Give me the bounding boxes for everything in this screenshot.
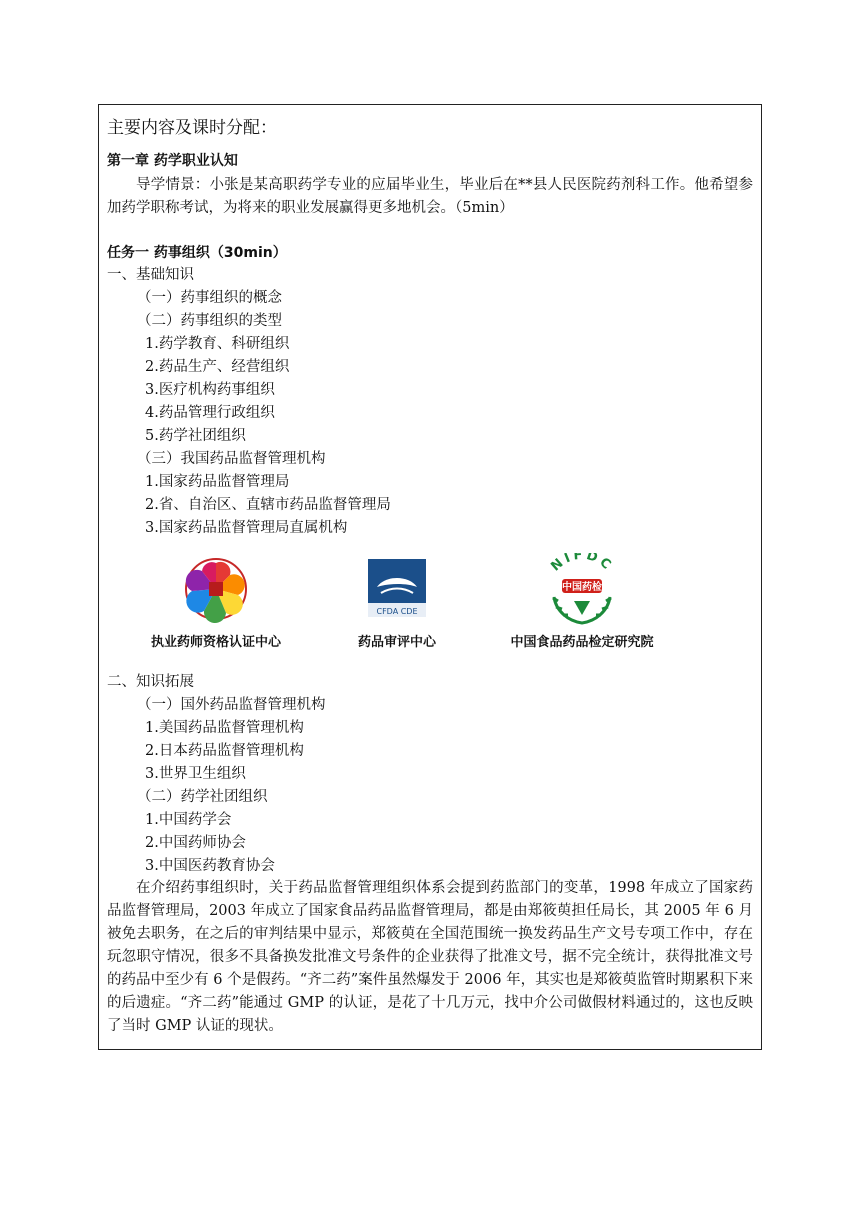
list-item: （三）我国药品监督管理机构 [137,451,326,467]
list-item: 1.药学教育、科研组织 [145,336,290,352]
section-title: 主要内容及课时分配： [107,118,277,138]
list-item: 2.中国药师协会 [145,835,246,851]
list-item: 3.医疗机构药事组织 [145,382,275,398]
pharmacist-emblem-icon [161,553,271,625]
list-item: 3.世界卫生组织 [145,766,246,782]
list-item: 5.药学社团组织 [145,428,246,444]
list-item: 2.日本药品监督管理机构 [145,743,304,759]
extension-heading: 二、知识拓展 [107,674,194,690]
basic-knowledge-heading: 一、基础知识 [107,267,194,283]
chapter-heading: 第一章 药学职业认知 [107,153,238,169]
cde-mark-text: CFDA CDE [376,607,418,616]
list-item: 2.省、自治区、直辖市药品监督管理局 [145,497,391,513]
nifdc-arc-text: NIFDC [548,553,616,575]
svg-text:NIFDC [548,553,615,575]
task-heading: 任务一 药事组织（30min） [107,245,287,261]
cde-emblem-icon [367,557,427,623]
list-item: 1.美国药品监督管理机构 [145,720,304,736]
list-item: （一）药事组织的概念 [137,290,282,306]
case-paragraph: 在介绍药事组织时，关于药品监督管理组织体系会提到药监部门的变革，1998 年成立了国家药品监督管理局，2003 年成立了国家食品药品监督管理局，都是由郑筱萸担任局长，其 2005 年 6 月被免去职务，在之后的审判结果中显示，郑筱萸在全国范围统一换发药品生产文号专项工作中，存在玩忽职守情况，很多不具备换发批准文号条件的企业获得了批准文号，据不完全统计，获得批准文号的药品中至少有 6 个是假药。“齐二药”案件虽然爆发于 2006 年，其实也是郑筱萸监管时期累积下来的后遗症。“齐二药”能通过 GMP 的认证，是花了十几万元，找中介公司做假材料通过的，这也反映了当时 GMP 认证的现状。 [107,880,753,1034]
nifdc-logo [510,553,654,653]
list-item: （二）药事组织的类型 [137,313,282,329]
nifdc-mark-text: 中国药检 [562,582,602,593]
list-item: （二）药学社团组织 [137,789,268,805]
list-item: 3.中国医药教育协会 [145,858,275,874]
list-item: 1.国家药品监督管理局 [145,474,290,490]
list-item: 3.国家药品监督管理局直属机构 [145,520,348,536]
content-table-cell [98,104,762,1050]
pharmacist-center-caption: 执业药师资格认证中心 [150,635,282,650]
cde-logo [357,553,437,653]
list-item: （一）国外药品监督管理机构 [137,697,326,713]
list-item: 1.中国药学会 [145,812,232,828]
pharmacist-center-logo [150,553,282,653]
agency-logos [107,553,753,663]
nifdc-caption: 中国食品药品检定研究院 [510,635,654,650]
intro-paragraph: 导学情景：小张是某高职药学专业的应届毕业生，毕业后在**县人民医院药剂科工作。他希望参加药学职称考试，为将来的职业发展赢得更多地机会。（5min） [107,177,753,216]
list-item: 4.药品管理行政组织 [145,405,275,421]
nifdc-emblem-icon [532,553,632,629]
cde-caption: 药品审评中心 [357,635,437,650]
list-item: 2.药品生产、经营组织 [145,359,290,375]
